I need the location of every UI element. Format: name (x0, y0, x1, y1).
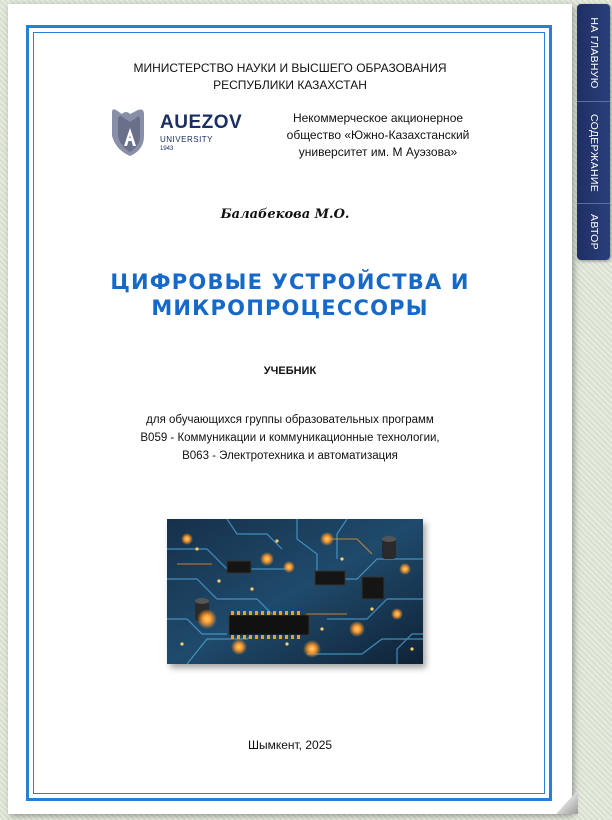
audience-line: В059 - Коммуникации и коммуникационные технологии, (140, 432, 440, 444)
tab-author[interactable] (577, 204, 610, 260)
logo-year: 1943 (160, 146, 174, 152)
org-line: общество «Южно-Казахстанский (286, 128, 470, 142)
tab-contents-label: СОДЕРЖАНИЕ (587, 113, 600, 192)
ministry-line: МИНИСТЕРСТВО НАУКИ И ВЫСШЕГО ОБРАЗОВАНИЯ (133, 61, 447, 75)
title-line: ЦИФРОВЫЕ УСТРОЙСТВА И (110, 270, 470, 294)
side-navigation (577, 4, 610, 260)
audience-line: для обучающихся группы образовательных программ (146, 414, 434, 426)
tab-home-label: НА ГЛАВНУЮ (587, 16, 600, 89)
author-name: Балабекова М.О. (220, 207, 350, 222)
logo-subtitle: UNIVERSITY (160, 135, 214, 144)
circuit-board-image (167, 519, 423, 664)
ministry-heading (80, 60, 500, 94)
tab-contents[interactable] (577, 102, 610, 204)
logo-wordmark: AUEZOV (160, 112, 243, 133)
title-line: МИКРОПРОЦЕССОРЫ (151, 296, 429, 320)
tab-home[interactable] (577, 4, 610, 102)
org-line: Некоммерческое акционерное (292, 111, 464, 125)
publication-type: УЧЕБНИК (263, 365, 317, 377)
organization-name (283, 110, 473, 161)
org-line: университет им. М Ауэзова» (298, 145, 458, 159)
university-logo (108, 106, 248, 158)
tab-author-label: АВТОР (587, 214, 600, 250)
audience-description (80, 411, 500, 465)
republic-line: РЕСПУБЛИКИ КАЗАХСТАН (213, 78, 367, 92)
book-title (70, 269, 510, 321)
audience-line: В063 - Электротехника и автоматизация (182, 450, 398, 462)
logo-emblem-icon (108, 106, 152, 158)
city-year: Шымкент, 2025 (247, 738, 333, 752)
